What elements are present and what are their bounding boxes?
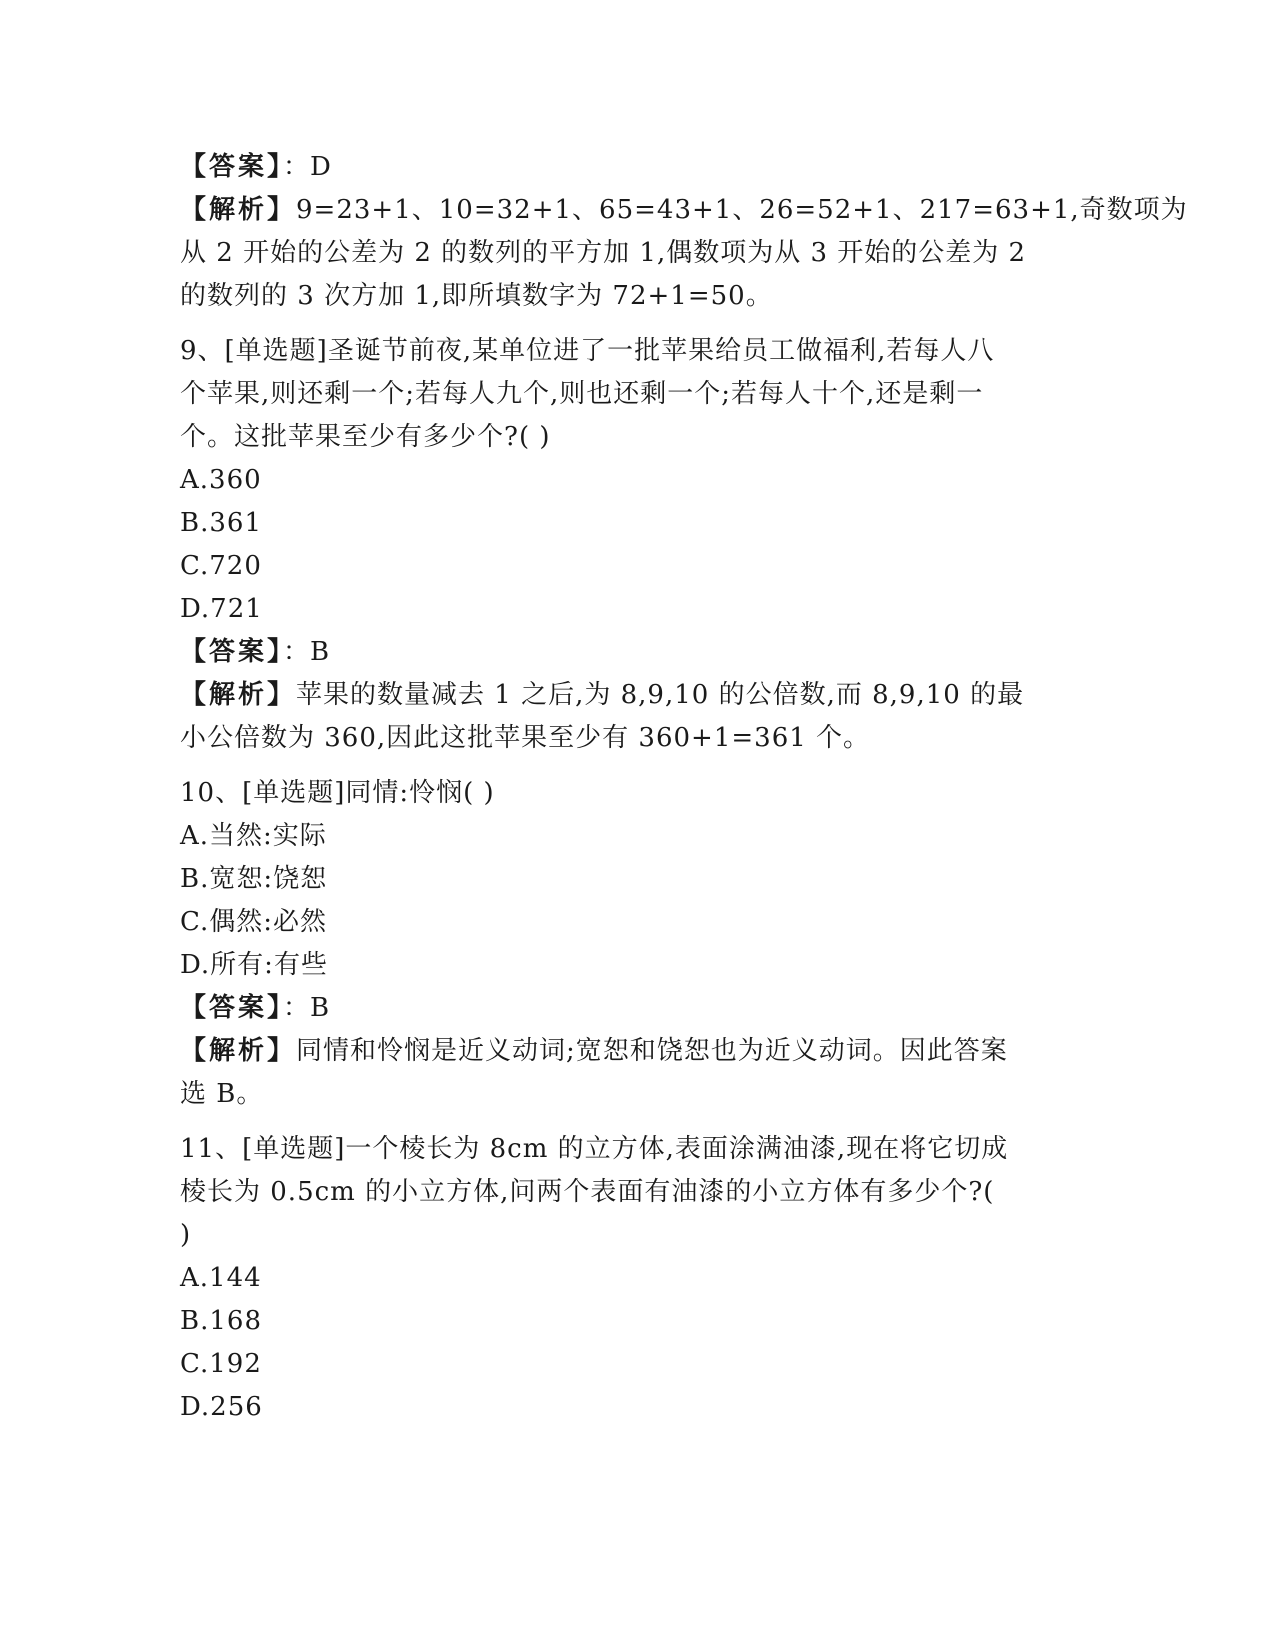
answer-separator: ： (283, 637, 311, 667)
analysis-label: 【解析】 (180, 1036, 297, 1066)
q10-option-d: D.所有:有些 (180, 950, 328, 980)
q9-question-line: 个苹果,则还剩一个;若每人九个,则也还剩一个;若每人十个,还是剩一 (180, 379, 984, 409)
answer-separator: ： (283, 993, 311, 1023)
q9-answer-line (180, 631, 1080, 674)
analysis-text: 苹果的数量减去 1 之后,为 8,9,10 的公倍数,而 8,9,10 的最 (296, 680, 1025, 710)
q11-question-line: ) (180, 1220, 192, 1250)
answer-label: 【答案】 (180, 637, 284, 667)
q10-option-a: A.当然:实际 (180, 821, 327, 851)
answer-label: 【答案】 (180, 993, 284, 1023)
q11-option-d: D.256 (180, 1392, 263, 1422)
answer-label: 【答案】 (180, 152, 284, 182)
q8-answer-line (180, 146, 1080, 189)
q11-option-b: B.168 (180, 1306, 262, 1336)
answer-separator: ： (283, 152, 311, 182)
q10-answer-line (180, 987, 1080, 1030)
q9-question-line: 个。这批苹果至少有多少个?( ) (180, 422, 551, 452)
analysis-text: 9=23+1、10=32+1、65=43+1、26=52+1、217=63+1,奇数项为 (296, 195, 1188, 225)
q8-analysis-line (180, 189, 1188, 232)
q11-option-c: C.192 (180, 1349, 262, 1379)
analysis-label: 【解析】 (180, 195, 297, 225)
q9-analysis-line (180, 674, 1080, 717)
q11-option-a: A.144 (180, 1263, 262, 1293)
q10-analysis-line (180, 1030, 1080, 1073)
q8-analysis-line: 从 2 开始的公差为 2 的数列的平方加 1,偶数项为从 3 开始的公差为 2 (180, 238, 1027, 268)
analysis-label: 【解析】 (180, 680, 297, 710)
q10-analysis-line: 选 B。 (180, 1079, 264, 1109)
q8-analysis-line: 的数列的 3 次方加 1,即所填数字为 72+1=50。 (180, 281, 773, 311)
q10-option-c: C.偶然:必然 (180, 907, 327, 937)
answer-value: B (310, 993, 331, 1023)
analysis-text: 同情和怜悯是近义动词;宽恕和饶恕也为近义动词。因此答案 (296, 1036, 1008, 1066)
q10-option-b: B.宽恕:饶恕 (180, 864, 328, 894)
answer-value: B (310, 637, 331, 667)
q10-question-line: 10、[单选题]同情:怜悯( ) (180, 778, 495, 808)
answer-value: D (310, 152, 332, 182)
q9-analysis-line: 小公倍数为 360,因此这批苹果至少有 360+1=361 个。 (180, 723, 871, 753)
q11-question-line: 棱长为 0.5cm 的小立方体,问两个表面有油漆的小立方体有多少个?( (180, 1177, 995, 1207)
q9-question-line: 9、[单选题]圣诞节前夜,某单位进了一批苹果给员工做福利,若每人八 (180, 336, 995, 366)
document-page (180, 146, 1188, 1429)
q9-option-a: A.360 (180, 465, 262, 495)
q9-option-d: D.721 (180, 594, 263, 624)
q11-question-line: 11、[单选题]一个棱长为 8cm 的立方体,表面涂满油漆,现在将它切成 (180, 1134, 1009, 1164)
q9-option-c: C.720 (180, 551, 262, 581)
q9-option-b: B.361 (180, 508, 262, 538)
